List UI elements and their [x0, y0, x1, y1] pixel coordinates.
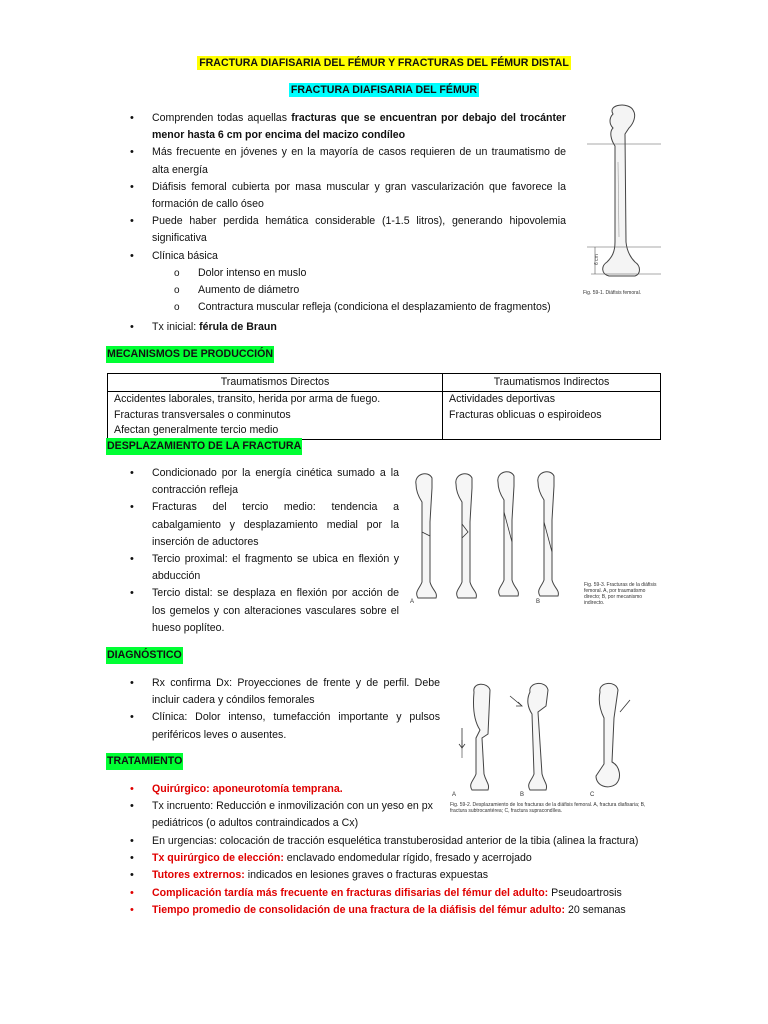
list-item: • Clínica: Dolor intenso, tumefacción importante y pulsos periféricos leves o ausentes. [106, 709, 440, 743]
sublist-item: o Dolor intenso en muslo [106, 265, 606, 282]
list-item: • Condicionado por la energía cinética sumado a la contracción refleja [106, 465, 399, 499]
diagnostico-heading: DIAGNÓSTICO [106, 647, 183, 664]
table-header: Traumatismos Directos [108, 374, 443, 392]
figure-caption: Fig. 59-2. Desplazamiento de los fracturas de la diáfisis femoral. A, fractura diafisaria; B, fractura subtrocantérea; C, fractura supracondílea. [450, 802, 646, 814]
list-item: • Complicación tardía más frecuente en fracturas difisarias del fémur del adulto: Pseudoartrosis [106, 885, 662, 902]
list-item: • Rx confirma Dx: Proyecciones de frente y de perfil. Debe incluir cadera y cóndilos femorales [106, 675, 440, 709]
figure-label-a: A [452, 792, 457, 798]
list-item: • Diáfisis femoral cubierta por masa muscular y gran vascularización que favorece la formación de callo óseo [106, 179, 566, 213]
list-item: • En urgencias: colocación de tracción esquelética transtuberosidad anterior de la tibia (alinea la fractura) [106, 833, 662, 850]
list-item: • Clínica básica [106, 248, 566, 265]
tratamiento-list-top [106, 781, 442, 833]
clinica-sublist [106, 265, 606, 317]
figure-label-b: B [520, 792, 525, 798]
table-cell-directos: Accidentes laborales, transito, herida por arma de fuego. Fracturas transversales o conminutos Afectan generalmente tercio medio [108, 392, 443, 440]
tratamiento-list-bottom [106, 833, 662, 919]
femur-diaphysis-figure [585, 102, 663, 302]
figure-label-b: B [536, 599, 541, 605]
fracture-displacement-figure [408, 462, 662, 606]
desplazamiento-heading: DESPLAZAMIENTO DE LA FRACTURA [106, 438, 302, 455]
diagnostico-list [106, 675, 440, 744]
list-item: • Quirúrgico: aponeurotomía temprana. [106, 781, 442, 798]
sublist-item: o Contractura muscular refleja (condiciona el desplazamiento de fragmentos) [106, 299, 606, 316]
section-title: FRACTURA DIAFISARIA DEL FÉMUR [290, 84, 478, 96]
tratamiento-heading: TRATAMIENTO [106, 753, 183, 770]
sublist-item: o Aumento de diámetro [106, 282, 606, 299]
list-item: • Tercio proximal: el fragmento se ubica en flexión y abducción [106, 551, 399, 585]
list-item: • Tx incruento: Reducción e inmovilización con un yeso en px pediátricos (o adultos contraindicados a Cx) [106, 798, 442, 832]
fracture-types-figure [450, 678, 660, 818]
tx-inicial [106, 319, 566, 336]
table-cell-indirectos: Actividades deportivas Fracturas oblicuas o espiroideos [443, 392, 661, 440]
list-item: • Fracturas del tercio medio: tendencia a cabalgamiento y desplazamiento medial por la inserción de aductores [106, 499, 399, 551]
list-item: • Comprenden todas aquellas fracturas que se encuentran por debajo del trocánter menor hasta 6 cm por encima del macizo condíleo [106, 110, 566, 144]
figure-caption: Fig. 59-3. Fracturas de la diáfisis femoral. A, por traumatismo directo; B, por mecanismo indirecto. [584, 582, 657, 606]
femur-illustration [585, 102, 663, 287]
mecanismos-heading: MECANISMOS DE PRODUCCIÓN [106, 346, 274, 363]
list-item: • Tutores extrernos: indicados en lesiones graves o fracturas expuestas [106, 867, 662, 884]
list-item: • Tx quirúrgico de elección: enclavado endomedular rígido, fresado y acerrojado [106, 850, 662, 867]
list-item: • Tiempo promedio de consolidación de una fractura de la diáfisis del fémur adulto: 20 semanas [106, 902, 662, 919]
list-item: • Más frecuente en jóvenes y en la mayoría de casos requieren de un traumatismo de alta energía [106, 144, 566, 178]
measure-label: 6 cm [594, 254, 600, 265]
figure-label-a: A [410, 599, 415, 605]
table-header: Traumatismos Indirectos [443, 374, 661, 392]
list-item: • Tx inicial: férula de Braun [106, 319, 566, 336]
fracture-types-illustration [450, 678, 660, 798]
list-item: • Tercio distal: se desplaza en flexión por acción de los gemelos y con alteraciones vasculares sobre el hueso poplíteo. [106, 585, 399, 637]
desplazamiento-list [106, 465, 399, 637]
figure-caption: Fig. 59-1. Diáfisis femoral. [583, 290, 642, 296]
document-title: FRACTURA DIAFISARIA DEL FÉMUR Y FRACTURAS DEL FÉMUR DISTAL [199, 57, 569, 69]
list-item: • Puede haber perdida hemática considerable (1-1.5 litros), generando hipovolemia significativa [106, 213, 566, 247]
mecanismos-table [107, 373, 661, 440]
figure-label-c: C [590, 792, 595, 798]
intro-list [106, 110, 566, 265]
